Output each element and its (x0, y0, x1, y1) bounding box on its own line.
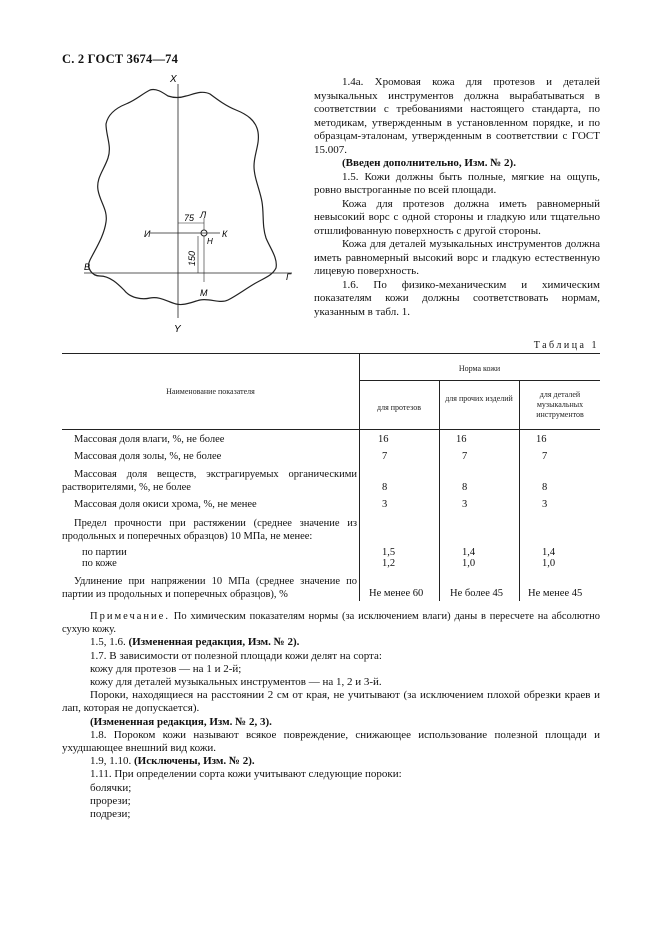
col-header-norm: Норма кожи (458, 364, 501, 373)
label-y: Y (174, 324, 181, 335)
row-7-v1: 1,2 (382, 558, 396, 569)
label-g: Г (286, 272, 291, 282)
body-text (62, 610, 600, 821)
dim-75-label: 75 (184, 213, 195, 223)
row-3-v3: 8 (542, 482, 548, 493)
page-header: С. 2 ГОСТ 3674—74 (62, 52, 179, 66)
label-n: Н (207, 237, 213, 246)
row-7-v2: 1,0 (462, 558, 476, 569)
row-4-v1: 3 (382, 499, 388, 510)
label-v: В (84, 262, 91, 272)
hide-outline-svg (70, 70, 310, 335)
note-label: Примечание. (90, 611, 170, 622)
row-1-v1: 16 (378, 434, 389, 445)
label-i: И (144, 229, 151, 239)
label-k: К (222, 229, 228, 239)
col-header-other: для прочих изделий (445, 394, 513, 403)
list-item-cuts: прорези; (90, 794, 131, 807)
row-6-v1: 1,5 (382, 547, 396, 558)
row-1-v3: 16 (536, 434, 547, 445)
row-4-name: Массовая доля окиси хрома, %, не менее (74, 499, 257, 510)
right-column (314, 76, 600, 319)
label-x: X (170, 74, 177, 85)
para-edition-2-3: (Измененная редакция, Изм. № 2, 3). (90, 715, 272, 728)
para-1-9-1-10: 1.9, 1.10. (Исключены, Изм. № 2). (90, 755, 255, 768)
properties-table (62, 353, 600, 601)
row-4-v2: 3 (462, 499, 468, 510)
hide-diagram (70, 70, 310, 335)
para-grades-instruments: кожу для деталей музыкальных инструментов — на 1, 2 и 3-й. (90, 676, 382, 689)
row-2-v2: 7 (462, 451, 468, 462)
row-2-v3: 7 (542, 451, 548, 462)
col-header-prosthesis: для протезов (377, 403, 421, 412)
list-item-sores: болячки; (90, 781, 132, 794)
dim-150-label: 150 (187, 250, 197, 266)
row-6-name: по партии (82, 547, 127, 558)
row-8-v1: Не менее 60 (369, 588, 424, 599)
para-1-5: 1.5. Кожи должны быть полные, мягкие на ощупь, ровно выстроганные по всей площади. (314, 170, 600, 196)
label-l: Л (200, 210, 207, 220)
table-caption: Таблица 1 (533, 340, 599, 351)
note-text: По химическим показателям нормы (за исключением влаги) даны в пересчете на абсолютно сухую кожу. (62, 611, 600, 636)
row-8-v2: Не более 45 (450, 588, 504, 599)
row-5-name: Предел прочности при растяжении (среднее значение из продольных и поперечных образцов) 10 МПа, не менее: (62, 518, 357, 542)
table-note (62, 610, 600, 636)
row-7-name: по коже (82, 558, 117, 569)
hide-outline (89, 89, 277, 304)
row-2-v1: 7 (382, 451, 388, 462)
row-6-v3: 1,4 (542, 547, 556, 558)
para-prosthesis: Кожа для протезов должна иметь равномерный невысокий ворс с одной стороны и гладкую или тщательно отшлифованную поверхность с другой стороны. (314, 197, 600, 237)
label-m: М (200, 288, 208, 298)
para-added-note: (Введен дополнительно, Изм. № 2). (342, 157, 516, 169)
col-header-instruments: для деталей музыкальных инструментов (536, 390, 584, 419)
row-2-name: Массовая доля золы, %, не более (74, 451, 222, 462)
para-defects-edge: Пороки, находящиеся на расстоянии 2 см от края, не учитывают (за исключением плохой обрезки краев и лап, которая не допускается). (62, 689, 600, 715)
para-1-6: 1.6. По физико-механическим и химическим показателям кожи должны соответствовать нормам, указанным в табл. 1. (314, 278, 600, 318)
row-6-v2: 1,4 (462, 547, 476, 558)
col-header-indicator: Наименование показателя (166, 387, 255, 396)
row-3-v2: 8 (462, 482, 468, 493)
para-1-8: 1.8. Пороком кожи называют всякое повреждение, снижающее использование полезной площади и ухудшающее внешний вид кожи. (62, 728, 600, 755)
list-item-undercuts: подрези; (90, 808, 131, 821)
row-8-name: Удлинение при напряжении 10 МПа (среднее значение по партии из продольных и поперечных образцов), % (62, 576, 357, 600)
para-1-7: 1.7. В зависимости от полезной площади кожи делят на сорта: (90, 649, 382, 662)
row-4-v3: 3 (542, 499, 548, 510)
row-3-v1: 8 (382, 482, 388, 493)
row-1-v2: 16 (456, 434, 467, 445)
row-7-v3: 1,0 (542, 558, 556, 569)
row-1-name: Массовая доля влаги, %, не более (74, 434, 225, 445)
para-1-11: 1.11. При определении сорта кожи учитывают следующие пороки: (90, 768, 402, 781)
para-instruments: Кожа для деталей музыкальных инструментов должна иметь равномерный высокий ворс и гладкую естественную лицевую поверхность. (314, 238, 600, 277)
para-grades-prosthesis: кожу для протезов — на 1 и 2-й; (90, 662, 242, 675)
row-8-v3: Не менее 45 (528, 588, 583, 599)
row-3-name: Массовая доля веществ, экстрагируемых органическими растворителями, %, не более (62, 469, 357, 493)
para-1-5-1-6-edition: 1.5, 1.6. (Измененная редакция, Изм. № 2). (90, 636, 300, 649)
para-1-4a: 1.4а. Хромовая кожа для протезов и деталей музыкальных инструментов должна вырабатываться в соответствии с требованиями настоящего стандарта, по методикам, утвержденным в установленном порядке, и по образцам-эталонам, утвержденным в соответствии с ГОСТ 15.007. (314, 76, 600, 156)
